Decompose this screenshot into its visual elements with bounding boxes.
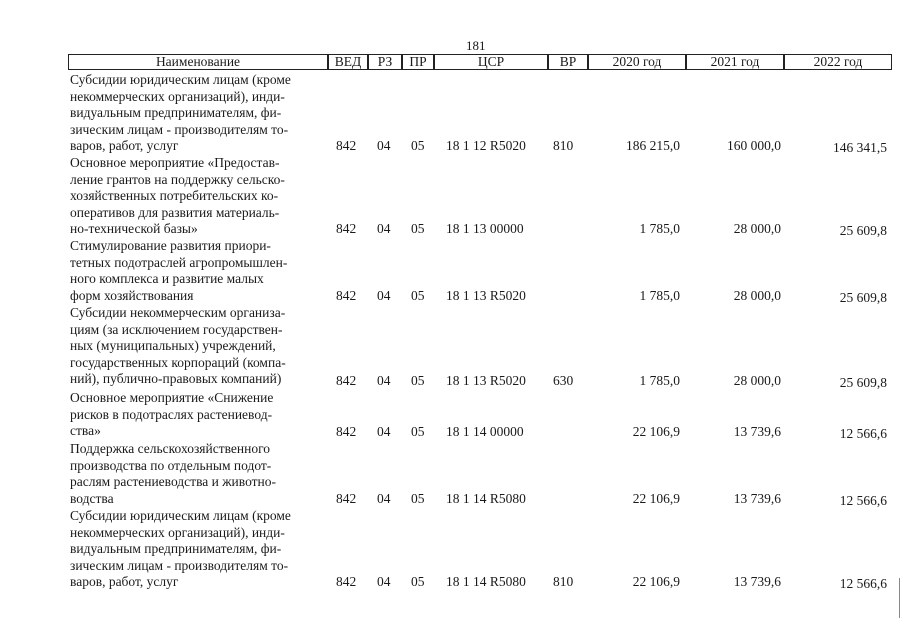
cell-2020: 22 106,9 — [632, 424, 680, 439]
cell-csr: 18 1 13 R5020 — [446, 288, 526, 303]
cell-rz: 04 — [377, 221, 391, 236]
row-name: Стимулирование развития приори- тетных подотраслей агропромышлен- ного комплекса и развитие малых форм хозяйствования — [70, 238, 288, 303]
cell-rz: 04 — [377, 491, 391, 506]
header-ved: ВЕД — [328, 54, 368, 70]
cell-rz: 04 — [377, 373, 391, 388]
cell-2020: 22 106,9 — [632, 574, 680, 589]
cell-2020: 186 215,0 — [626, 138, 680, 153]
header-csr: ЦСР — [434, 54, 548, 70]
cell-rz: 04 — [377, 288, 391, 303]
scan-edge-line — [899, 578, 904, 618]
cell-pr: 05 — [411, 373, 425, 388]
cell-ved: 842 — [336, 574, 357, 589]
cell-csr: 18 1 13 R5020 — [446, 373, 526, 388]
cell-vr: 810 — [553, 574, 574, 589]
cell-2021: 160 000,0 — [727, 138, 781, 153]
row-name: Основное мероприятие «Снижение рисков в подотраслях растениевод- ства» — [70, 390, 274, 439]
cell-ved: 842 — [336, 373, 357, 388]
cell-vr: 810 — [553, 138, 574, 153]
cell-pr: 05 — [411, 221, 425, 236]
cell-ved: 842 — [336, 221, 357, 236]
cell-2020: 1 785,0 — [639, 373, 680, 388]
header-pr: ПР — [402, 54, 434, 70]
cell-2021: 28 000,0 — [733, 373, 781, 388]
cell-pr: 05 — [411, 574, 425, 589]
cell-pr: 05 — [411, 288, 425, 303]
header-vr: ВР — [548, 54, 588, 70]
cell-2022: 146 341,5 — [833, 140, 887, 155]
cell-csr: 18 1 14 R5080 — [446, 491, 526, 506]
cell-ved: 842 — [336, 424, 357, 439]
cell-2021: 13 739,6 — [733, 424, 781, 439]
cell-pr: 05 — [411, 424, 425, 439]
cell-2022: 12 566,6 — [839, 426, 887, 441]
header-2022: 2022 год — [784, 54, 892, 70]
cell-2021: 28 000,0 — [733, 221, 781, 236]
cell-2022: 25 609,8 — [839, 290, 887, 305]
page-number: 181 — [466, 38, 486, 53]
row-name: Основное мероприятие «Предостав- ление грантов на поддержку сельско- хозяйственных потребительских ко- оперативов для развития материаль- но-технической базы» — [70, 155, 285, 237]
cell-rz: 04 — [377, 424, 391, 439]
cell-csr: 18 1 14 R5080 — [446, 574, 526, 589]
cell-pr: 05 — [411, 138, 425, 153]
header-rz: РЗ — [368, 54, 402, 70]
cell-csr: 18 1 14 00000 — [446, 424, 524, 439]
row-name: Субсидии юридическим лицам (кроме некоммерческих организаций), инди- видуальным предпринимателям, фи- зическим лицам - производителям то- варов, работ, услуг — [70, 72, 291, 154]
cell-2021: 28 000,0 — [733, 288, 781, 303]
cell-2022: 12 566,6 — [839, 493, 887, 508]
cell-2022: 25 609,8 — [839, 375, 887, 390]
cell-rz: 04 — [377, 574, 391, 589]
cell-2021: 13 739,6 — [733, 574, 781, 589]
cell-ved: 842 — [336, 491, 357, 506]
cell-vr: 630 — [553, 373, 574, 388]
row-name: Субсидии некоммерческим организа- циям (за исключением государствен- ных (муниципальных) учреждений, государственных корпораций (компа- ний), публично-правовых компаний) — [70, 305, 286, 387]
cell-2022: 12 566,6 — [839, 576, 887, 591]
cell-ved: 842 — [336, 138, 357, 153]
cell-pr: 05 — [411, 491, 425, 506]
header-2020: 2020 год — [588, 54, 686, 70]
cell-csr: 18 1 12 R5020 — [446, 138, 526, 153]
cell-2022: 25 609,8 — [839, 223, 887, 238]
cell-rz: 04 — [377, 138, 391, 153]
cell-2020: 1 785,0 — [639, 288, 680, 303]
cell-2020: 22 106,9 — [632, 491, 680, 506]
cell-csr: 18 1 13 00000 — [446, 221, 524, 236]
cell-2021: 13 739,6 — [733, 491, 781, 506]
cell-2020: 1 785,0 — [639, 221, 680, 236]
row-name: Субсидии юридическим лицам (кроме некоммерческих организаций), инди- видуальным предпринимателям, фи- зическим лицам - производителям то- варов, работ, услуг — [70, 508, 291, 590]
table-header — [68, 54, 892, 70]
header-name: Наименование — [68, 54, 328, 70]
row-name: Поддержка сельскохозяйственного производства по отдельным подот- раслям растениеводства и животно- водства — [70, 441, 277, 506]
cell-ved: 842 — [336, 288, 357, 303]
header-2021: 2021 год — [686, 54, 784, 70]
